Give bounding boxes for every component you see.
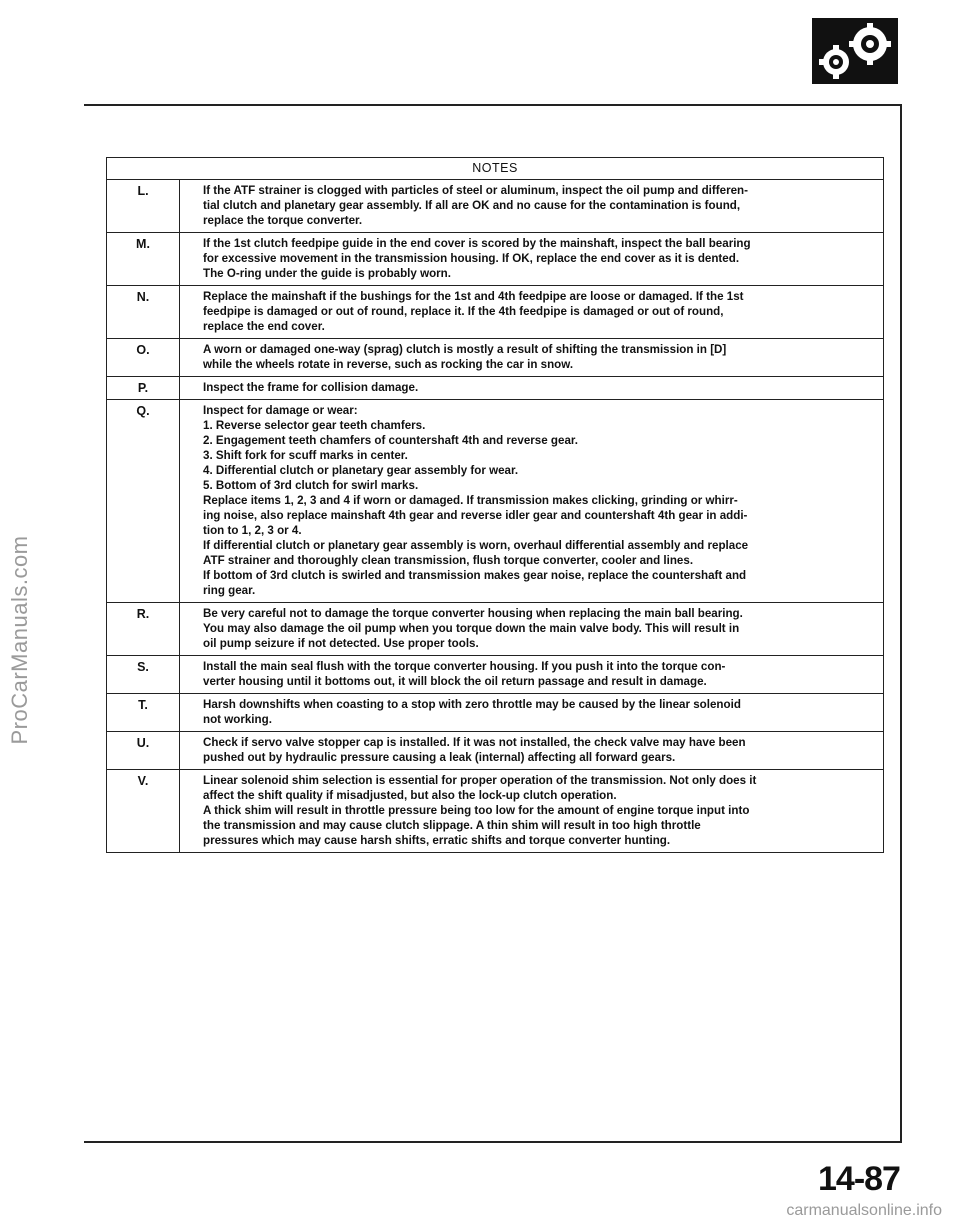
note-row [107,377,883,400]
note-row [107,603,883,656]
note-letter: N. [107,286,180,338]
note-letter: P. [107,377,180,399]
note-letter: S. [107,656,180,693]
page-number: 14-87 [818,1160,900,1198]
note-text: If the 1st clutch feedpipe guide in the end cover is scored by the mainshaft, inspect the ball bearing for excessive movement in the transmission housing. If OK, replace the end cover as it is dented. The O-ring under the guide is probably worn. [203,237,751,280]
note-letter: L. [107,180,180,232]
note-text: Install the main seal flush with the torque converter housing. If you push it into the torque con- verter housing until it bottoms out, it will block the oil return passage and result in damage. [203,660,726,688]
notes-table [106,157,884,853]
note-letter: V. [107,770,180,852]
note-text: A worn or damaged one-way (sprag) clutch is mostly a result of shifting the transmission in [D] while the wheels rotate in reverse, such as rocking the car in snow. [203,343,727,371]
note-text: Check if servo valve stopper cap is installed. If it was not installed, the check valve may have been pushed out by hydraulic pressure causing a leak (internal) affecting all forward gears. [203,736,746,764]
note-row [107,732,883,770]
note-row [107,770,883,852]
right-rule [900,104,902,1142]
note-letter: Q. [107,400,180,602]
note-letter: T. [107,694,180,731]
footer-watermark: carmanualsonline.info [786,1202,942,1219]
note-text: Inspect the frame for collision damage. [203,381,419,394]
note-row [107,694,883,732]
note-text: Inspect for damage or wear: 1. Reverse selector gear teeth chamfers. 2. Engagement teeth chamfers of countershaft 4th and reverse gear. 3. Shift fork for scuff marks in center. 4. Differential clutch or planetary gear assembly for wear. 5. Bottom of 3rd clutch for swirl marks. Replace items 1, 2, 3 and 4 if worn or damaged. If transmission makes clicking, grinding or whirr- ing noise, also replace mainshaft 4th gear and reverse idler gear and countershaft 4th gear in addi- tion to 1, 2, 3 or 4. If differential clutch or planetary gear assembly is worn, overhaul differential assembly and replace ATF strainer and thoroughly clean transmission, flush torque converter, cooler and lines. If bottom of 3rd clutch is swirled and transmission makes gear noise, replace the countershaft and ring gear. [203,404,749,597]
top-rule [84,104,902,106]
note-text: Be very careful not to damage the torque converter housing when replacing the main ball bearing. You may also damage the oil pump when you torque down the main valve body. This will result in oil pump seizure if not detected. Use proper tools. [203,607,743,650]
note-row [107,233,883,286]
note-letter: U. [107,732,180,769]
notes-rows [107,180,883,852]
note-row [107,656,883,694]
notes-title: NOTES [107,158,883,180]
note-letter: M. [107,233,180,285]
note-text: If the ATF strainer is clogged with particles of steel or aluminum, inspect the oil pump and differen- tial clutch and planetary gear assembly. If all are OK and no cause for the contamination is found, replace the torque converter. [203,184,748,227]
note-text: Replace the mainshaft if the bushings for the 1st and 4th feedpipe are loose or damaged. If the 1st feedpipe is damaged or out of round, replace it. If the 4th feedpipe is damaged or out of round, replace the end cover. [203,290,744,333]
bottom-rule [84,1141,902,1143]
note-text: Linear solenoid shim selection is essential for proper operation of the transmission. Not only does it affect the shift quality if misadjusted, but also the lock-up clutch operation. A thick shim will result in throttle pressure being too low for the amount of engine torque input into the transmission and may cause clutch slippage. A thin shim will result in too high throttle pressures which may cause harsh shifts, erratic shifts and torque converter hunting. [203,774,757,847]
note-text: Harsh downshifts when coasting to a stop with zero throttle may be caused by the linear solenoid not working. [203,698,741,726]
note-row [107,339,883,377]
note-row [107,180,883,233]
note-row [107,400,883,603]
note-letter: O. [107,339,180,376]
note-letter: R. [107,603,180,655]
note-row [107,286,883,339]
transmission-gears-icon [812,18,898,84]
side-watermark: ProCarManuals.com [7,535,32,745]
